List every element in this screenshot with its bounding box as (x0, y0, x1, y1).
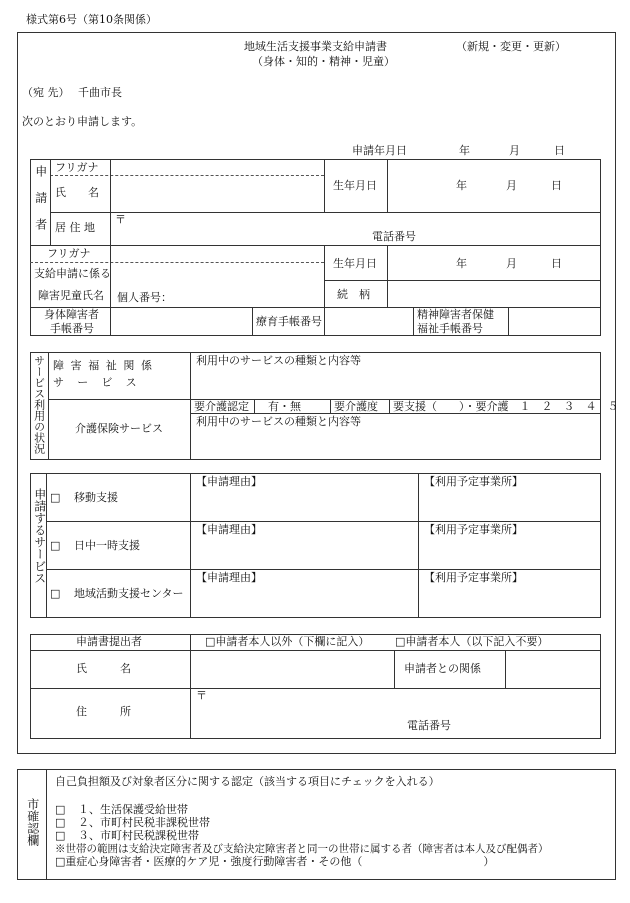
requested-section-label: 申請するサービス (32, 488, 47, 584)
service-2-label: 日中一時支援 (74, 539, 140, 552)
service-2-checkbox[interactable]: □ (50, 539, 61, 552)
applicant-furigana-label: フリガナ (55, 161, 99, 174)
city-item-1-checkbox[interactable]: □ (55, 803, 66, 816)
care-certification-value[interactable]: 有・無 (268, 400, 301, 413)
application-month: 月 (509, 144, 520, 157)
applicant-name-field[interactable] (112, 176, 322, 210)
care-certification-label: 要介護認定 (194, 400, 249, 413)
service-3-reason-label: 【申請理由】 (196, 571, 262, 584)
service-3-office-label: 【利用予定事業所】 (424, 571, 523, 584)
service-2-reason-label: 【申請理由】 (196, 523, 262, 536)
submitter-phone-label: 電話番号 (407, 719, 451, 732)
child-dob-day: 日 (551, 257, 562, 270)
service-status-section-label: サービス利用の状況 (32, 355, 46, 454)
city-section-label: 市確認欄 (25, 798, 40, 846)
child-dob-month: 月 (506, 257, 517, 270)
addressee-label: （宛 先） (22, 86, 70, 99)
city-household-note: ※世帯の範囲は支給決定障害者及び支給決定障害者と同一の世帯に属する者（障害者は本人及び配偶者） (55, 843, 549, 855)
applicant-dob-day: 日 (551, 179, 562, 192)
service-2-office-label: 【利用予定事業所】 (424, 523, 523, 536)
form-number-label: 様式第6号（第10条関係） (26, 13, 157, 26)
application-day: 日 (554, 144, 565, 157)
child-furigana-label: フリガナ (47, 247, 91, 260)
application-year: 年 (459, 144, 470, 157)
care-insurance-label: 介護保険サービス (75, 422, 163, 435)
submitter-relationship-label: 申請者との関係 (404, 662, 481, 675)
child-label-line1: 支給申請に係る (34, 267, 111, 280)
applicant-name-label: 氏 名 (55, 186, 99, 199)
applicant-address-label: 居 住 地 (55, 221, 95, 234)
service-1-label: 移動支援 (74, 491, 118, 504)
submitter-option-self[interactable]: □申請者本人（以下記入不要） (395, 635, 549, 648)
submitter-name-field[interactable] (192, 652, 392, 686)
city-other-option[interactable]: □重症心身障害者・医療的ケア児・強度行動障害者・その他（ ） (55, 855, 495, 868)
addressee: 千曲市長 (78, 86, 122, 99)
city-item-3: ３、市町村民税課税世帯 (78, 829, 199, 842)
mental-handbook-line1: 精神障害者保健 (417, 308, 494, 321)
care-level-value[interactable]: 要支援（ ）・要介護 １ ２ ３ ４ ５ (393, 400, 619, 413)
form-type-options: （新規・変更・更新） (456, 40, 566, 53)
service-3-checkbox[interactable]: □ (50, 587, 61, 600)
city-item-2: ２、市町村民税非課税世帯 (78, 816, 210, 829)
physical-handbook-line2: 手帳番号 (50, 322, 94, 335)
submitter-name-label: 氏 名 (76, 662, 131, 675)
city-heading: 自己負担額及び対象者区分に関する認定（該当する項目にチェックを入れる） (55, 775, 440, 788)
applicant-dob-year: 年 (456, 179, 467, 192)
intro-text: 次のとおり申請します。 (22, 115, 143, 128)
service-1-checkbox[interactable]: □ (50, 491, 61, 504)
city-item-1: １、生活保護受給世帯 (78, 803, 188, 816)
applicant-section-label: 申請者 (33, 165, 48, 245)
welfare-service-detail: 利用中のサービスの種類と内容等 (196, 354, 361, 367)
child-relationship-label: 続 柄 (337, 288, 370, 301)
child-label-line2: 障害児童氏名 (38, 289, 104, 302)
applicant-dob-month: 月 (506, 179, 517, 192)
care-level-label: 要介護度 (334, 400, 378, 413)
welfare-service-line2: サービス (53, 376, 150, 389)
submitter-label: 申請書提出者 (76, 635, 142, 648)
application-date-label[interactable]: 申請年月日 (352, 144, 407, 157)
form-title: 地域生活支援事業支給申請書 (244, 40, 387, 53)
form-subtitle: （身体・知的・精神・児童） (252, 55, 395, 68)
individual-number-label: 個人番号： (117, 291, 172, 304)
child-dob-year: 年 (456, 257, 467, 270)
physical-handbook-line1: 身体障害者 (44, 308, 99, 321)
city-item-2-checkbox[interactable]: □ (55, 816, 66, 829)
care-service-detail: 利用中のサービスの種類と内容等 (196, 415, 361, 428)
welfare-service-line1: 障害福祉関係 (53, 359, 159, 372)
city-item-3-checkbox[interactable]: □ (55, 829, 66, 842)
service-1-reason-label: 【申請理由】 (196, 475, 262, 488)
service-1-office-label: 【利用予定事業所】 (424, 475, 523, 488)
applicant-dob-label: 生年月日 (333, 179, 377, 192)
service-3-label: 地域活動支援センター (74, 587, 184, 600)
submitter-address-label: 住 所 (76, 705, 131, 718)
applicant-phone-label: 電話番号 (372, 230, 416, 243)
applicant-postal-mark: 〒 (115, 213, 126, 226)
ryoiku-handbook-label: 療育手帳番号 (256, 315, 322, 328)
child-dob-label: 生年月日 (333, 257, 377, 270)
submitter-option-other[interactable]: □申請者本人以外（下欄に記入） (205, 635, 370, 648)
submitter-postal-mark: 〒 (196, 689, 207, 702)
mental-handbook-line2: 福祉手帳番号 (417, 322, 483, 335)
